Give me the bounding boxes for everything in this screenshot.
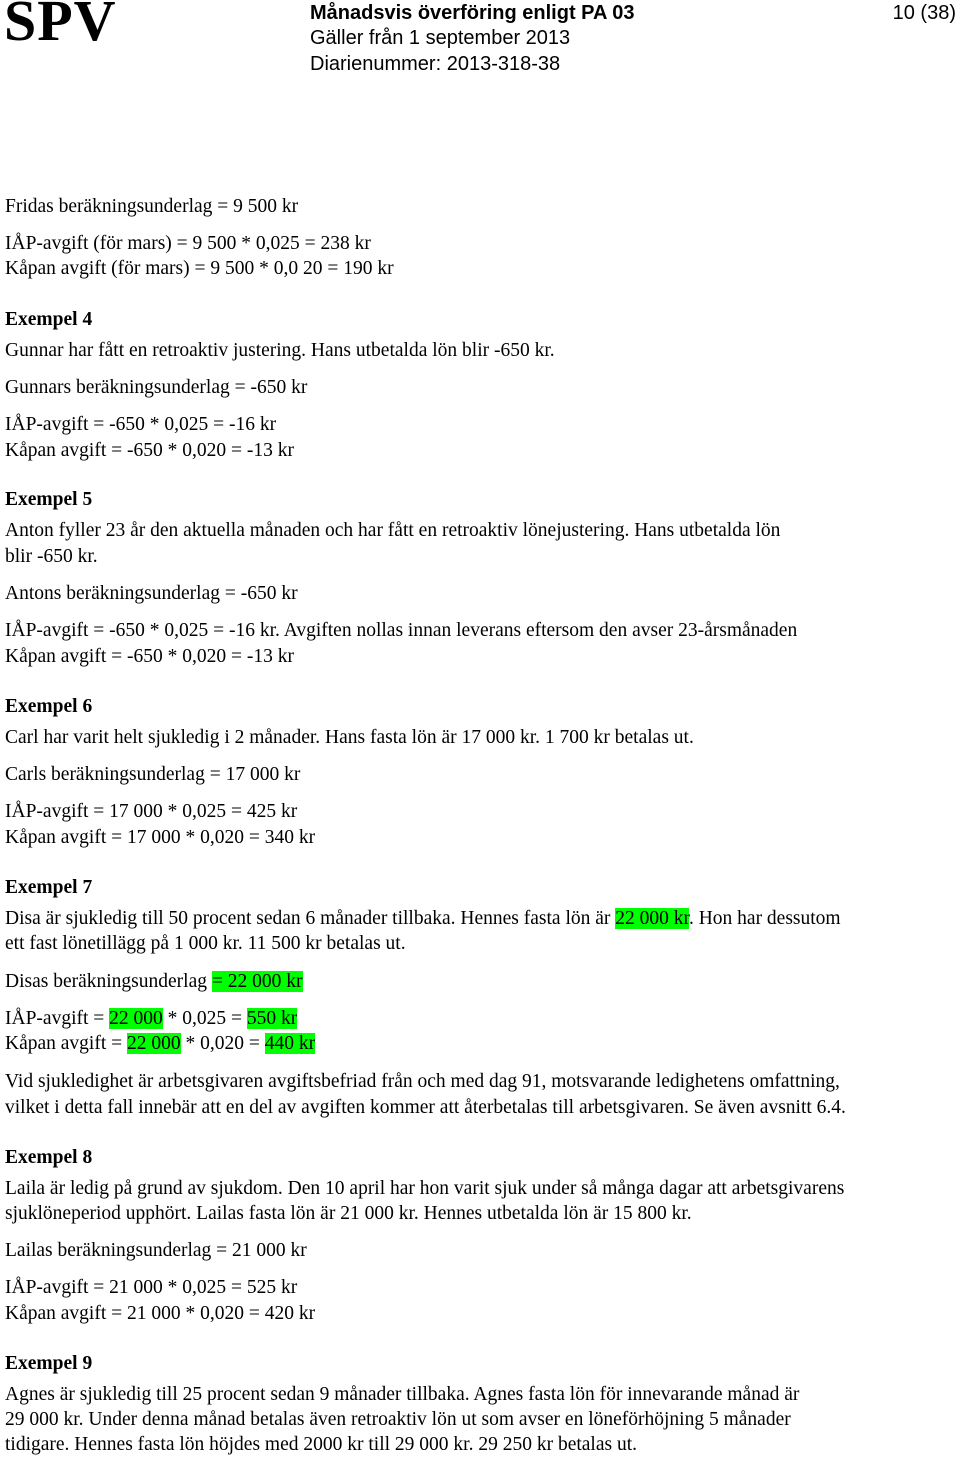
page-number: 10 (38) <box>892 2 956 24</box>
example-7-iap-label: IÅP-avgift = <box>5 1008 110 1029</box>
example-7-iap <box>5 1008 297 1030</box>
example-8-text-2: sjuklöneperiod upphört. Lailas fasta lön är 21 000 kr. Hennes utbetalda lön är 15 800 kr. <box>5 1203 692 1224</box>
example-7-iap-rate: * 0,025 = <box>162 1008 247 1029</box>
highlight-kapan-result: 440 kr <box>264 1033 316 1054</box>
example-7-note-1: Vid sjukledighet är arbetsgivaren avgiftsbefriad från och med dag 91, motsvarande ledighetens omfattning, <box>5 1071 840 1092</box>
valid-from: Gäller från 1 september 2013 <box>310 27 571 49</box>
spv-logo: SPV <box>4 0 117 53</box>
example-7-kapan-label: Kåpan avgift = <box>5 1033 127 1054</box>
example-5-text-2: blir -650 kr. <box>5 546 98 567</box>
example-7-text-1 <box>5 908 841 930</box>
example-4-kapan: Kåpan avgift = -650 * 0,020 = -13 kr <box>5 440 294 461</box>
example-7-note-2: vilket i detta fall innebär att en del av avgiften kommer att återbetalas till arbetsgivaren. Se även avsnitt 6.4. <box>5 1097 846 1118</box>
highlight-kapan-amount: 22 000 <box>127 1033 181 1054</box>
frida-basis: Fridas beräkningsunderlag = 9 500 kr <box>5 196 299 217</box>
example-7-heading: Exempel 7 <box>5 877 93 898</box>
example-5-basis: Antons beräkningsunderlag = -650 kr <box>5 583 298 604</box>
example-9-text-2: 29 000 kr. Under denna månad betalas även retroaktiv lön ut som avser en löneförhöjning 5 månader <box>5 1409 791 1430</box>
example-4-basis: Gunnars beräkningsunderlag = -650 kr <box>5 377 308 398</box>
example-8-text-1: Laila är ledig på grund av sjukdom. Den 10 april har hon varit sjuk under så många dagar att arbetsgivarens <box>5 1178 845 1199</box>
example-8-heading: Exempel 8 <box>5 1147 93 1168</box>
example-7-basis <box>5 971 303 993</box>
highlight-basis: = 22 000 kr <box>211 971 303 992</box>
example-9-heading: Exempel 9 <box>5 1353 93 1374</box>
example-5-heading: Exempel 5 <box>5 489 93 510</box>
frida-kapan: Kåpan avgift (för mars) = 9 500 * 0,0 20 = 190 kr <box>5 258 394 279</box>
example-4-iap: IÅP-avgift = -650 * 0,025 = -16 kr <box>5 414 277 435</box>
example-8-kapan: Kåpan avgift = 21 000 * 0,020 = 420 kr <box>5 1303 316 1324</box>
example-4-text: Gunnar har fått en retroaktiv justering. Hans utbetalda lön blir -650 kr. <box>5 340 555 361</box>
example-5-iap: IÅP-avgift = -650 * 0,025 = -16 kr. Avgiften nollas innan leverans eftersom den avser 23-årsmånaden <box>5 620 798 641</box>
document-title: Månadsvis överföring enligt PA 03 <box>310 2 635 24</box>
example-7-basis-label: Disas beräkningsunderlag <box>5 971 212 992</box>
example-7-kapan-rate: * 0,020 = <box>180 1033 265 1054</box>
example-9-text-3: tidigare. Hennes fasta lön höjdes med 2000 kr till 29 000 kr. 29 250 kr betalas ut. <box>5 1434 638 1455</box>
example-4-heading: Exempel 4 <box>5 309 93 330</box>
frida-iap: IÅP-avgift (för mars) = 9 500 * 0,025 = 238 kr <box>5 233 371 254</box>
example-7-text-1c: . Hon har dessutom <box>688 908 841 929</box>
example-5-text-1: Anton fyller 23 år den aktuella månaden och har fått en retroaktiv lönejustering. Hans utbetalda lön <box>5 520 781 541</box>
highlight-iap-result: 550 kr <box>246 1008 298 1029</box>
example-8-iap: IÅP-avgift = 21 000 * 0,025 = 525 kr <box>5 1277 298 1298</box>
example-6-kapan: Kåpan avgift = 17 000 * 0,020 = 340 kr <box>5 827 316 848</box>
highlight-iap-amount: 22 000 <box>109 1008 163 1029</box>
example-6-basis: Carls beräkningsunderlag = 17 000 kr <box>5 764 301 785</box>
example-6-iap: IÅP-avgift = 17 000 * 0,025 = 425 kr <box>5 801 298 822</box>
example-7-text-1a: Disa är sjukledig till 50 procent sedan 6 månader tillbaka. Hennes fasta lön är <box>5 908 616 929</box>
diary-number: Diarienummer: 2013-318-38 <box>310 53 561 75</box>
example-6-text: Carl har varit helt sjukledig i 2 månader. Hans fasta lön är 17 000 kr. 1 700 kr betalas ut. <box>5 727 694 748</box>
example-5-kapan: Kåpan avgift = -650 * 0,020 = -13 kr <box>5 646 294 667</box>
example-7-kapan <box>5 1033 315 1055</box>
example-7-text-2: ett fast lönetillägg på 1 000 kr. 11 500 kr betalas ut. <box>5 933 406 954</box>
highlight-salary: 22 000 kr <box>615 908 689 929</box>
example-8-basis: Lailas beräkningsunderlag = 21 000 kr <box>5 1240 307 1261</box>
example-6-heading: Exempel 6 <box>5 696 93 717</box>
example-9-text-1: Agnes är sjukledig till 25 procent sedan 9 månader tillbaka. Agnes fasta lön för innevarande månad är <box>5 1384 800 1405</box>
